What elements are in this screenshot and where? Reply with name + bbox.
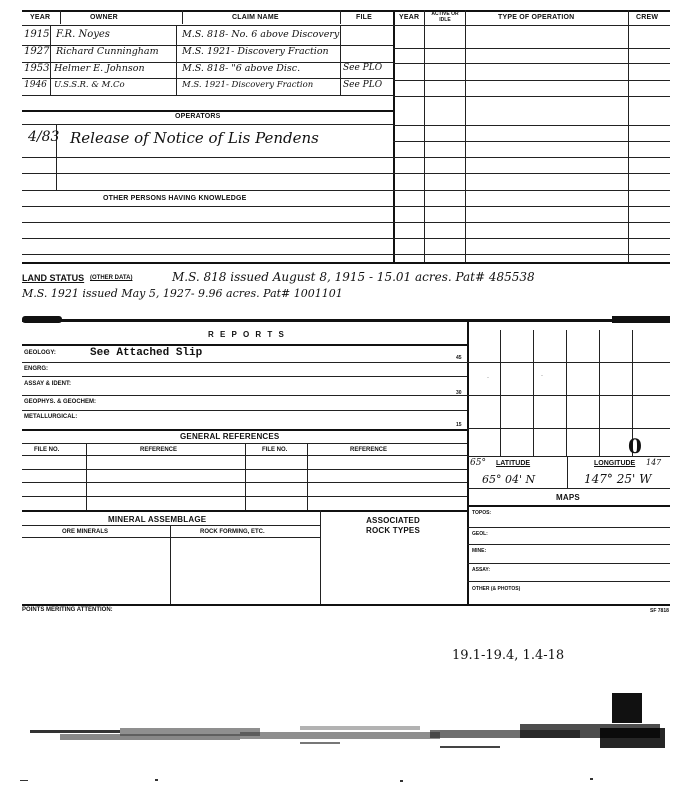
scan-speck — [20, 780, 28, 781]
gr-col-file-no: FILE NO. — [34, 447, 60, 453]
other-persons-underline — [22, 206, 393, 207]
claim-name: M.S. 818- "6 above Disc. — [182, 63, 301, 74]
scale-45: 45 — [456, 355, 462, 361]
maps-geol: GEOL: — [472, 531, 488, 537]
ma-rock-forming: ROCK FORMING, ETC. — [200, 529, 265, 535]
maps-title: MAPS — [556, 493, 580, 502]
geology-value: See Attached Slip — [90, 347, 203, 359]
reports-top-rule — [22, 319, 670, 322]
grid-dot: · — [541, 373, 543, 379]
scan-noise-band — [0, 718, 678, 768]
general-references-title: GENERAL REFERENCES — [180, 432, 280, 441]
owner-year: 1953 — [24, 63, 50, 74]
owner-row-line — [22, 78, 393, 79]
owner-name: F.R. Noyes — [56, 29, 110, 40]
points-meriting-label: POINTS MERITING ATTENTION: — [22, 607, 113, 613]
owner-file-divider — [340, 25, 341, 95]
owner-year: 1946 — [24, 80, 47, 90]
metallurgical-label: METALLURGICAL: — [24, 414, 78, 420]
ops-grid-row — [393, 48, 670, 49]
maps-top-line — [467, 488, 670, 489]
scale-15: 15 — [456, 422, 462, 428]
maps-row — [467, 581, 670, 582]
gr-col-file-no-2: FILE NO. — [262, 447, 288, 453]
scale-30: 30 — [456, 390, 462, 396]
col-divider — [340, 10, 341, 24]
header-underline — [22, 25, 670, 26]
land-status-line-1: M.S. 818 issued August 8, 1915 - 15.01 acres. Pat# 485538 — [172, 270, 535, 284]
circle-mark: 0 — [628, 434, 642, 458]
ops-grid-row — [393, 63, 670, 64]
other-persons-row — [22, 254, 393, 255]
maps-mine: MINE: — [472, 548, 487, 554]
gr-col-divider — [86, 443, 87, 510]
rock-types-label: ROCK TYPES — [365, 526, 420, 535]
ops-grid-row — [393, 190, 670, 191]
maps-assay: ASSAY: — [472, 567, 491, 573]
latitude-label: LATITUDE — [496, 460, 531, 467]
other-persons-row — [22, 238, 393, 239]
owner-name: Richard Cunningham — [56, 46, 159, 57]
latlong-divider — [567, 456, 568, 488]
longitude-label: LONGITUDE — [594, 460, 636, 467]
engrg-label: ENGRG: — [24, 366, 48, 372]
ops-grid-row — [393, 254, 670, 255]
reports-bottom-line — [22, 429, 467, 431]
operators-row — [22, 157, 393, 158]
gr-bottom-line — [22, 510, 467, 512]
grid-dot: · — [487, 375, 489, 381]
col-divider — [182, 10, 183, 24]
latitude-value: 65° 04' N — [482, 473, 536, 486]
header-claim-name: CLAIM NAME — [232, 14, 279, 21]
ma-ore-minerals: ORE MINERALS — [62, 529, 109, 535]
ops-grid-row — [393, 125, 670, 126]
lat-prefix: 65° — [470, 458, 486, 468]
longitude-value: 147° 25' W — [584, 472, 652, 486]
land-status-line-2: M.S. 1921 issued May 5, 1927- 9.96 acres. Pat# 1001101 — [22, 287, 343, 300]
loc-grid-row — [467, 395, 670, 396]
other-persons-title: OTHER PERSONS HAVING KNOWLEDGE — [103, 195, 247, 202]
gr-row — [22, 469, 467, 470]
reports-row — [22, 362, 467, 363]
gr-col-divider — [307, 443, 308, 510]
header-type-of-operation: TYPE OF OPERATION — [498, 14, 575, 21]
loc-grid-col — [566, 330, 567, 456]
loc-grid-col — [500, 330, 501, 456]
reports-row — [22, 410, 467, 411]
scan-speck — [400, 780, 403, 782]
operator-entry-text: Release of Notice of Lis Pendens — [70, 129, 319, 147]
land-status-sub: (OTHER DATA) — [90, 275, 133, 281]
operators-row — [22, 190, 393, 191]
geophys-label: GEOPHYS. & GEOCHEM: — [24, 399, 97, 405]
gr-row — [22, 482, 467, 483]
owner-name: Helmer E. Johnson — [54, 63, 145, 74]
owner-year: 1915 — [24, 29, 50, 40]
ops-grid-row — [393, 173, 670, 174]
reports-row — [22, 395, 467, 396]
ma-associated-divider — [320, 510, 321, 604]
ink-smudge — [22, 316, 62, 323]
claim-name: M.S. 818- No. 6 above Discovery — [182, 29, 340, 40]
operators-underline — [22, 124, 393, 125]
ops-grid-row — [393, 157, 670, 158]
operators-row — [22, 173, 393, 174]
header-file: FILE — [356, 14, 372, 21]
maps-row — [467, 527, 670, 528]
file-ref: See PLO — [343, 63, 383, 73]
owner-year: 1927 — [24, 46, 50, 57]
reports-title: R E P O R T S — [208, 330, 286, 339]
maps-topos: TOPOS: — [472, 510, 492, 516]
geology-label: GEOLOGY: — [24, 350, 56, 356]
longitude-suffix: 147 — [646, 458, 662, 467]
operator-entry-date: 4/83 — [28, 129, 60, 145]
gr-row — [22, 496, 467, 497]
header-year: YEAR — [30, 14, 51, 21]
ops-grid-row — [393, 206, 670, 207]
ops-grid-row — [393, 238, 670, 239]
maps-row — [467, 544, 670, 545]
gr-col-divider — [245, 443, 246, 510]
file-ref: See PLO — [343, 80, 383, 90]
loc-grid-col — [533, 330, 534, 456]
ma-col-divider — [170, 525, 171, 604]
ma-header-underline — [22, 537, 320, 538]
ops-grid-row — [393, 222, 670, 223]
operators-top-line — [22, 110, 393, 112]
mineral-assemblage-title: MINERAL ASSEMBLAGE — [108, 515, 207, 524]
loc-grid-row — [467, 362, 670, 363]
maps-other: OTHER (& PHOTOS) — [472, 586, 521, 592]
scan-speck — [590, 778, 593, 780]
loc-grid-col — [599, 330, 600, 456]
assay-label: ASSAY & IDENT: — [24, 381, 72, 387]
gr-col-reference: REFERENCE — [140, 447, 178, 453]
ops-grid-row — [393, 141, 670, 142]
top-border — [22, 10, 670, 12]
header-active-or-idle: ACTIVE OR IDLE — [431, 11, 459, 23]
owner-claim-divider — [176, 25, 177, 95]
section-divider — [22, 262, 670, 264]
handwritten-note: 19.1-19.4, 1.4-18 — [452, 648, 565, 663]
ma-title-underline — [22, 525, 320, 526]
reports-row — [22, 376, 467, 377]
owner-name: U.S.S.R. & M.Co — [54, 80, 125, 90]
land-status-label: LAND STATUS — [22, 273, 85, 283]
header-crew: CREW — [636, 14, 659, 21]
form-number: SF 7818 — [650, 608, 669, 614]
scan-speck — [155, 779, 158, 781]
ops-grid-row — [393, 96, 670, 97]
operators-title: OPERATORS — [175, 113, 221, 120]
reports-right-border — [467, 322, 469, 604]
owner-year-divider — [50, 25, 51, 95]
associated-label: ASSOCIATED — [366, 516, 420, 525]
maps-title-underline — [467, 505, 670, 507]
gr-col-reference-2: REFERENCE — [350, 447, 388, 453]
claim-name: M.S. 1921- Discovery Fraction — [182, 80, 314, 90]
maps-row — [467, 563, 670, 564]
owner-row-line — [22, 95, 393, 96]
col-divider — [60, 10, 61, 24]
header-owner: OWNER — [90, 14, 118, 21]
bottom-form-line — [22, 604, 670, 606]
ink-smudge — [612, 316, 670, 323]
ops-grid-row — [393, 80, 670, 81]
claim-name: M.S. 1921- Discovery Fraction — [182, 46, 329, 57]
header-year-2: YEAR — [399, 14, 420, 21]
loc-grid-row — [467, 428, 670, 429]
reports-title-underline — [22, 344, 467, 346]
other-persons-row — [22, 222, 393, 223]
